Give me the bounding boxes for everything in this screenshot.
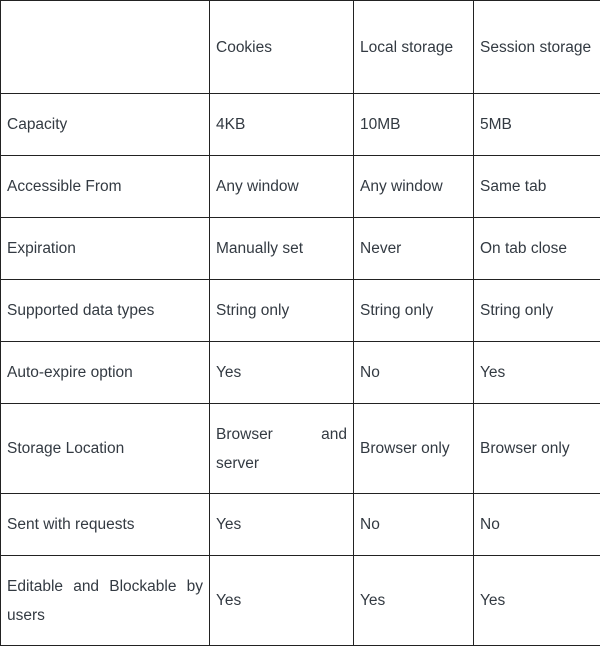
local-storage-cell: Yes [354, 556, 474, 646]
local-storage-cell: No [354, 494, 474, 556]
table-row [1, 218, 600, 280]
local-storage-cell: Never [354, 218, 474, 280]
row-label: Accessible From [1, 156, 210, 218]
header-cell-local-storage: Local storage [354, 1, 474, 94]
cookies-cell: Yes [210, 342, 354, 404]
row-label: Supported data types [1, 280, 210, 342]
cookies-cell: Manually set [210, 218, 354, 280]
row-label: Editable and Blockable by users [1, 556, 210, 646]
cookies-cell: String only [210, 280, 354, 342]
table-row [1, 556, 600, 646]
row-label: Expiration [1, 218, 210, 280]
table-row [1, 156, 600, 218]
row-label: Capacity [1, 94, 210, 156]
header-cell-empty [1, 1, 210, 94]
cookies-cell: Any window [210, 156, 354, 218]
header-cell-cookies: Cookies [210, 1, 354, 94]
table-row [1, 94, 600, 156]
session-storage-cell: Same tab [474, 156, 600, 218]
row-label: Sent with requests [1, 494, 210, 556]
session-storage-cell: No [474, 494, 600, 556]
local-storage-cell: Browser only [354, 404, 474, 494]
local-storage-cell: 10MB [354, 94, 474, 156]
row-label: Storage Location [1, 404, 210, 494]
local-storage-cell: No [354, 342, 474, 404]
table-row [1, 404, 600, 494]
cookies-cell: Yes [210, 556, 354, 646]
table-row [1, 280, 600, 342]
cookies-cell: Browser and server [210, 404, 354, 494]
local-storage-cell: Any window [354, 156, 474, 218]
row-label: Auto-expire option [1, 342, 210, 404]
local-storage-cell: String only [354, 280, 474, 342]
session-storage-cell: Yes [474, 342, 600, 404]
header-cell-session-storage: Session storage [474, 1, 600, 94]
cookies-cell: 4KB [210, 94, 354, 156]
session-storage-cell: 5MB [474, 94, 600, 156]
session-storage-cell: On tab close [474, 218, 600, 280]
table-row [1, 342, 600, 404]
session-storage-cell: Yes [474, 556, 600, 646]
table-row [1, 494, 600, 556]
table-header-row [1, 1, 600, 94]
cookies-cell: Yes [210, 494, 354, 556]
session-storage-cell: Browser only [474, 404, 600, 494]
session-storage-cell: String only [474, 280, 600, 342]
